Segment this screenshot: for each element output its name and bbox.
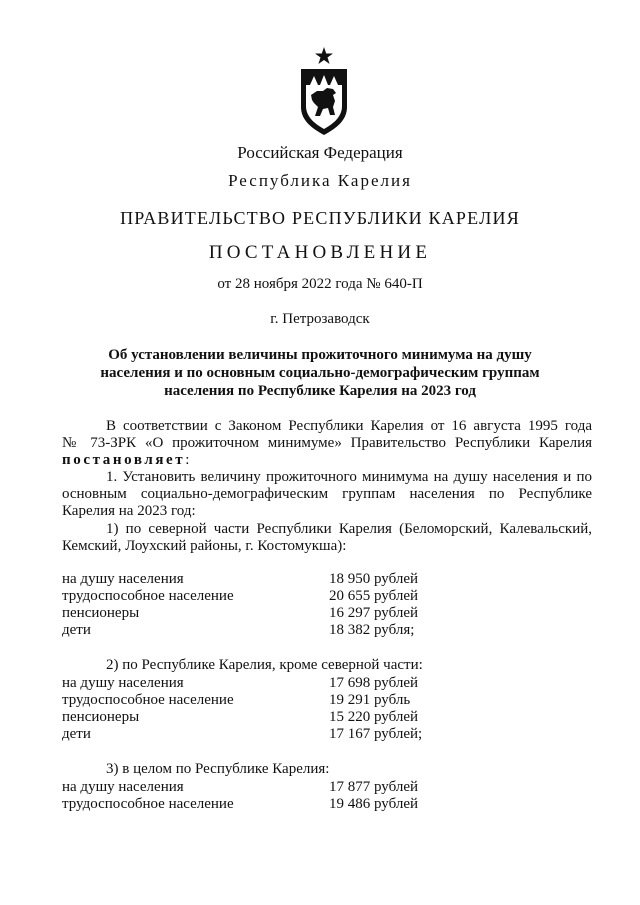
karelia-coat-of-arms-icon bbox=[297, 45, 351, 137]
rest-row-value: 19 291 рубль bbox=[329, 692, 411, 708]
decree-colon: : bbox=[185, 452, 190, 468]
north-row-label: трудоспособное население bbox=[62, 588, 234, 604]
north-row-value: 16 297 рублей bbox=[329, 605, 419, 621]
whole-row-label: трудоспособное население bbox=[62, 796, 234, 812]
document-date-number: от 28 ноября 2022 года № 640-П bbox=[217, 276, 423, 292]
item1-line: Карелия на 2023 год: bbox=[62, 503, 196, 519]
rest-row-value: 15 220 рублей bbox=[329, 709, 419, 725]
document-title bbox=[0, 346, 640, 400]
north-row-value: 18 382 рубля; bbox=[329, 622, 415, 638]
rest-row-label: пенсионеры bbox=[62, 709, 140, 725]
north-heading-line: 1) по северной части Республики Карелия (Беломорский, Калевальский, bbox=[106, 521, 592, 537]
decree-word: постановляет bbox=[62, 452, 186, 468]
rest-heading: 2) по Республике Карелия, кроме северной части: bbox=[106, 657, 423, 673]
north-row-label: на душу населения bbox=[62, 571, 184, 587]
rest-row-label: на душу населения bbox=[62, 675, 184, 691]
preamble-line: № 73-ЗРК «О прожиточном минимуме» Правительство Республики Карелия bbox=[62, 435, 592, 451]
north-row-value: 20 655 рублей bbox=[329, 588, 419, 604]
north-row-label: дети bbox=[62, 622, 91, 638]
whole-row-value: 19 486 рублей bbox=[329, 796, 419, 812]
whole-row-value: 17 877 рублей bbox=[329, 779, 419, 795]
north-row-label: пенсионеры bbox=[62, 605, 140, 621]
title-line: Об установлении величины прожиточного минимума на душу bbox=[108, 347, 532, 363]
preamble-line: В соответствии с Законом Республики Карелия от 16 августа 1995 года bbox=[106, 418, 592, 434]
government-name: ПРАВИТЕЛЬСТВО РЕСПУБЛИКИ КАРЕЛИЯ bbox=[120, 208, 520, 228]
rest-row-value: 17 167 рублей; bbox=[329, 726, 423, 742]
republic-name: Республика Карелия bbox=[228, 171, 412, 190]
rest-row-label: трудоспособное население bbox=[62, 692, 234, 708]
whole-row-label: на душу населения bbox=[62, 779, 184, 795]
item1-line: основным социально-демографическим группам населения по Республике bbox=[62, 486, 592, 502]
document-city: г. Петрозаводск bbox=[270, 311, 370, 327]
north-row-value: 18 950 рублей bbox=[329, 571, 419, 587]
document-type: ПОСТАНОВЛЕНИЕ bbox=[208, 242, 432, 263]
rest-row-value: 17 698 рублей bbox=[329, 675, 419, 691]
title-line: населения и по основным социально-демографическим группам bbox=[100, 365, 540, 381]
north-heading-line: Кемский, Лоухский районы, г. Костомукша): bbox=[62, 538, 347, 554]
whole-heading: 3) в целом по Республике Карелия: bbox=[106, 761, 330, 777]
country-name: Российская Федерация bbox=[237, 143, 403, 162]
title-line: населения по Республике Карелия на 2023 год bbox=[164, 383, 476, 399]
item1-line: 1. Установить величину прожиточного минимума на душу населения и по bbox=[106, 469, 592, 485]
decree-word-line bbox=[62, 452, 592, 469]
rest-row-label: дети bbox=[62, 726, 91, 742]
